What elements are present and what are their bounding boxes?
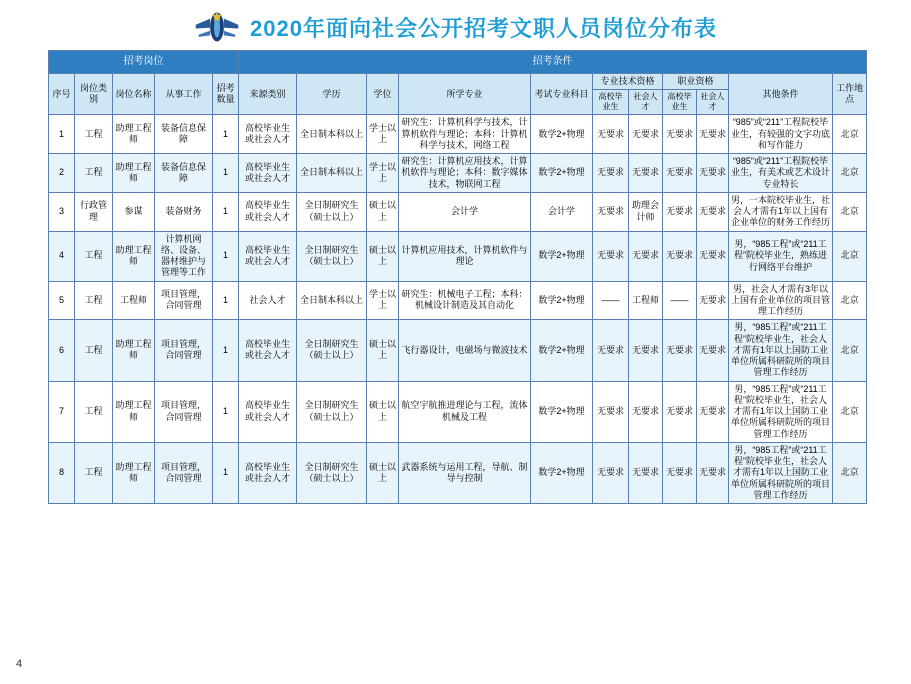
cell-major: 会计学	[399, 192, 531, 231]
cell-exam-subject: 会计学	[531, 192, 593, 231]
col-location: 工作地点	[833, 74, 867, 115]
cell-location: 北京	[833, 192, 867, 231]
col-tech-title: 专业技术资格	[593, 74, 663, 90]
table-band-row	[49, 51, 867, 74]
job-distribution-table	[48, 50, 866, 504]
col-tech-social: 社会人才	[629, 90, 663, 115]
cell-exam-subject: 数学2+物理	[531, 442, 593, 503]
cell-location: 北京	[833, 381, 867, 442]
cell-tech-fresh: 无要求	[593, 115, 629, 154]
cell-major: 航空宇航推进理论与工程，流体机械及工程	[399, 381, 531, 442]
col-count: 招考数量	[213, 74, 239, 115]
cell-category: 工程	[75, 231, 113, 281]
cell-pro-social: 无要求	[697, 281, 729, 320]
cell-pro-fresh: 无要求	[663, 320, 697, 381]
cell-degree: 硕士以上	[367, 381, 399, 442]
cell-pro-fresh: 无要求	[663, 231, 697, 281]
page-title: 2020年面向社会公开招考文职人员岗位分布表	[250, 15, 717, 41]
document-header	[0, 6, 911, 48]
cell-degree: 硕士以上	[367, 231, 399, 281]
cell-tech-fresh: 无要求	[593, 154, 629, 193]
cell-degree: 学士以上	[367, 154, 399, 193]
col-index: 序号	[49, 74, 75, 115]
cell-source: 高校毕业生或社会人才	[239, 320, 297, 381]
cell-tech-social: 助理会计师	[629, 192, 663, 231]
cell-tech-social: 无要求	[629, 115, 663, 154]
cell-count: 1	[213, 320, 239, 381]
cell-other: “985”或“211”工程院校毕业生，有美术或艺术设计专业特长	[729, 154, 833, 193]
cell-count: 1	[213, 231, 239, 281]
cell-tech-fresh: 无要求	[593, 320, 629, 381]
cell-pro-social: 无要求	[697, 320, 729, 381]
table-row	[49, 320, 867, 381]
cell-count: 1	[213, 154, 239, 193]
cell-education: 全日制研究生（硕士以上）	[297, 231, 367, 281]
cell-pro-fresh: 无要求	[663, 192, 697, 231]
cell-tech-fresh: 无要求	[593, 381, 629, 442]
cell-count: 1	[213, 442, 239, 503]
cell-post-name: 助理工程师	[113, 320, 155, 381]
cell-pro-social: 无要求	[697, 115, 729, 154]
cell-index: 8	[49, 442, 75, 503]
military-emblem-icon	[194, 8, 240, 46]
cell-education: 全日制研究生（硕士以上）	[297, 192, 367, 231]
cell-tech-fresh: ——	[593, 281, 629, 320]
cell-category: 工程	[75, 115, 113, 154]
col-pro-fresh: 高校毕业生	[663, 90, 697, 115]
table-row	[49, 154, 867, 193]
col-post-name: 岗位名称	[113, 74, 155, 115]
cell-major: 飞行器设计，电磁场与微波技术	[399, 320, 531, 381]
cell-post-name: 助理工程师	[113, 442, 155, 503]
cell-pro-social: 无要求	[697, 381, 729, 442]
cell-source: 高校毕业生或社会人才	[239, 381, 297, 442]
cell-degree: 硕士以上	[367, 192, 399, 231]
cell-exam-subject: 数学2+物理	[531, 281, 593, 320]
cell-index: 1	[49, 115, 75, 154]
table-row	[49, 231, 867, 281]
cell-location: 北京	[833, 231, 867, 281]
cell-degree: 学士以上	[367, 281, 399, 320]
cell-work: 项目管理，合同管理	[155, 320, 213, 381]
cell-major: 研究生：机械电子工程；本科：机械设计制造及其自动化	[399, 281, 531, 320]
cell-index: 4	[49, 231, 75, 281]
cell-tech-social: 无要求	[629, 442, 663, 503]
cell-index: 6	[49, 320, 75, 381]
col-other: 其他条件	[729, 74, 833, 115]
col-pro-social: 社会人才	[697, 90, 729, 115]
cell-post-name: 助理工程师	[113, 381, 155, 442]
cell-tech-social: 无要求	[629, 231, 663, 281]
cell-other: 男，一本院校毕业生，社会人才需有1年以上国有企业单位的财务工作经历	[729, 192, 833, 231]
col-education: 学历	[297, 74, 367, 115]
table-row	[49, 381, 867, 442]
cell-category: 行政管理	[75, 192, 113, 231]
col-tech-fresh: 高校毕业生	[593, 90, 629, 115]
band-post-group: 招考岗位	[49, 51, 239, 74]
cell-exam-subject: 数学2+物理	[531, 381, 593, 442]
cell-category: 工程	[75, 154, 113, 193]
cell-location: 北京	[833, 115, 867, 154]
cell-degree: 硕士以上	[367, 442, 399, 503]
cell-degree: 学士以上	[367, 115, 399, 154]
cell-source: 社会人才	[239, 281, 297, 320]
cell-education: 全日制研究生（硕士以上）	[297, 442, 367, 503]
cell-count: 1	[213, 192, 239, 231]
cell-location: 北京	[833, 154, 867, 193]
cell-location: 北京	[833, 281, 867, 320]
cell-index: 7	[49, 381, 75, 442]
cell-exam-subject: 数学2+物理	[531, 115, 593, 154]
col-source: 来源类别	[239, 74, 297, 115]
cell-source: 高校毕业生或社会人才	[239, 442, 297, 503]
cell-tech-fresh: 无要求	[593, 192, 629, 231]
cell-education: 全日制研究生（硕士以上）	[297, 381, 367, 442]
cell-work: 计算机网络、设备、器材维护与管理等工作	[155, 231, 213, 281]
cell-count: 1	[213, 281, 239, 320]
cell-major: 研究生：计算机科学与技术，计算机软件与理论；本科：计算机科学与技术，网络工程	[399, 115, 531, 154]
cell-post-name: 助理工程师	[113, 231, 155, 281]
cell-other: 男，“985工程”或“211工程”院校毕业生，熟练进行网络平台维护	[729, 231, 833, 281]
cell-tech-social: 工程师	[629, 281, 663, 320]
cell-tech-social: 无要求	[629, 154, 663, 193]
col-pro-qual: 职业资格	[663, 74, 729, 90]
cell-education: 全日制本科以上	[297, 154, 367, 193]
cell-count: 1	[213, 381, 239, 442]
cell-other: 男，“985工程”或“211工程”院校毕业生，社会人才需有1年以上国防工业单位所属科研院所的项目管理工作经历	[729, 442, 833, 503]
cell-source: 高校毕业生或社会人才	[239, 192, 297, 231]
cell-tech-fresh: 无要求	[593, 442, 629, 503]
cell-exam-subject: 数学2+物理	[531, 231, 593, 281]
cell-work: 项目管理，合同管理	[155, 381, 213, 442]
cell-education: 全日制本科以上	[297, 281, 367, 320]
col-work: 从事工作	[155, 74, 213, 115]
cell-count: 1	[213, 115, 239, 154]
cell-location: 北京	[833, 442, 867, 503]
cell-pro-social: 无要求	[697, 154, 729, 193]
cell-major: 计算机应用技术，计算机软件与理论	[399, 231, 531, 281]
cell-post-name: 助理工程师	[113, 115, 155, 154]
cell-exam-subject: 数学2+物理	[531, 320, 593, 381]
table-row	[49, 115, 867, 154]
cell-major: 武器系统与运用工程，导航、制导与控制	[399, 442, 531, 503]
col-category: 岗位类别	[75, 74, 113, 115]
cell-pro-fresh: 无要求	[663, 154, 697, 193]
cell-index: 3	[49, 192, 75, 231]
cell-work: 装备信息保障	[155, 154, 213, 193]
cell-other: 男，“985工程”或“211工程”院校毕业生，社会人才需有1年以上国防工业单位所属科研院所的项目管理工作经历	[729, 320, 833, 381]
cell-post-name: 助理工程师	[113, 154, 155, 193]
cell-category: 工程	[75, 442, 113, 503]
cell-pro-fresh: ——	[663, 281, 697, 320]
band-condition-group: 招考条件	[239, 51, 867, 74]
cell-index: 5	[49, 281, 75, 320]
cell-index: 2	[49, 154, 75, 193]
cell-tech-social: 无要求	[629, 381, 663, 442]
table-row	[49, 281, 867, 320]
cell-tech-fresh: 无要求	[593, 231, 629, 281]
cell-work: 装备财务	[155, 192, 213, 231]
page-number: 4	[16, 658, 23, 670]
table-row	[49, 442, 867, 503]
table-header-row-1	[49, 74, 867, 90]
cell-education: 全日制本科以上	[297, 115, 367, 154]
cell-pro-fresh: 无要求	[663, 115, 697, 154]
cell-other: “985”或“211”工程院校毕业生，有较强的文字功底和写作能力	[729, 115, 833, 154]
cell-source: 高校毕业生或社会人才	[239, 231, 297, 281]
cell-post-name: 参谋	[113, 192, 155, 231]
cell-other: 男，“985工程”或“211工程”院校毕业生，社会人才需有1年以上国防工业单位所属科研院所的项目管理工作经历	[729, 381, 833, 442]
cell-post-name: 工程师	[113, 281, 155, 320]
cell-pro-fresh: 无要求	[663, 442, 697, 503]
cell-education: 全日制研究生（硕士以上）	[297, 320, 367, 381]
cell-source: 高校毕业生或社会人才	[239, 115, 297, 154]
cell-pro-fresh: 无要求	[663, 381, 697, 442]
cell-pro-social: 无要求	[697, 442, 729, 503]
cell-degree: 硕士以上	[367, 320, 399, 381]
col-degree: 学位	[367, 74, 399, 115]
cell-exam-subject: 数学2+物理	[531, 154, 593, 193]
cell-other: 男，社会人才需有3年以上国有企业单位的项目管理工作经历	[729, 281, 833, 320]
cell-category: 工程	[75, 281, 113, 320]
cell-source: 高校毕业生或社会人才	[239, 154, 297, 193]
cell-location: 北京	[833, 320, 867, 381]
cell-work: 装备信息保障	[155, 115, 213, 154]
col-exam-subject: 考试专业科目	[531, 74, 593, 115]
cell-tech-social: 无要求	[629, 320, 663, 381]
cell-work: 项目管理，合同管理	[155, 442, 213, 503]
col-major: 所学专业	[399, 74, 531, 115]
cell-pro-social: 无要求	[697, 192, 729, 231]
cell-pro-social: 无要求	[697, 231, 729, 281]
cell-major: 研究生：计算机应用技术，计算机软件与理论；本科：数字媒体技术，物联网工程	[399, 154, 531, 193]
table-row	[49, 192, 867, 231]
cell-category: 工程	[75, 381, 113, 442]
cell-work: 项目管理，合同管理	[155, 281, 213, 320]
cell-category: 工程	[75, 320, 113, 381]
